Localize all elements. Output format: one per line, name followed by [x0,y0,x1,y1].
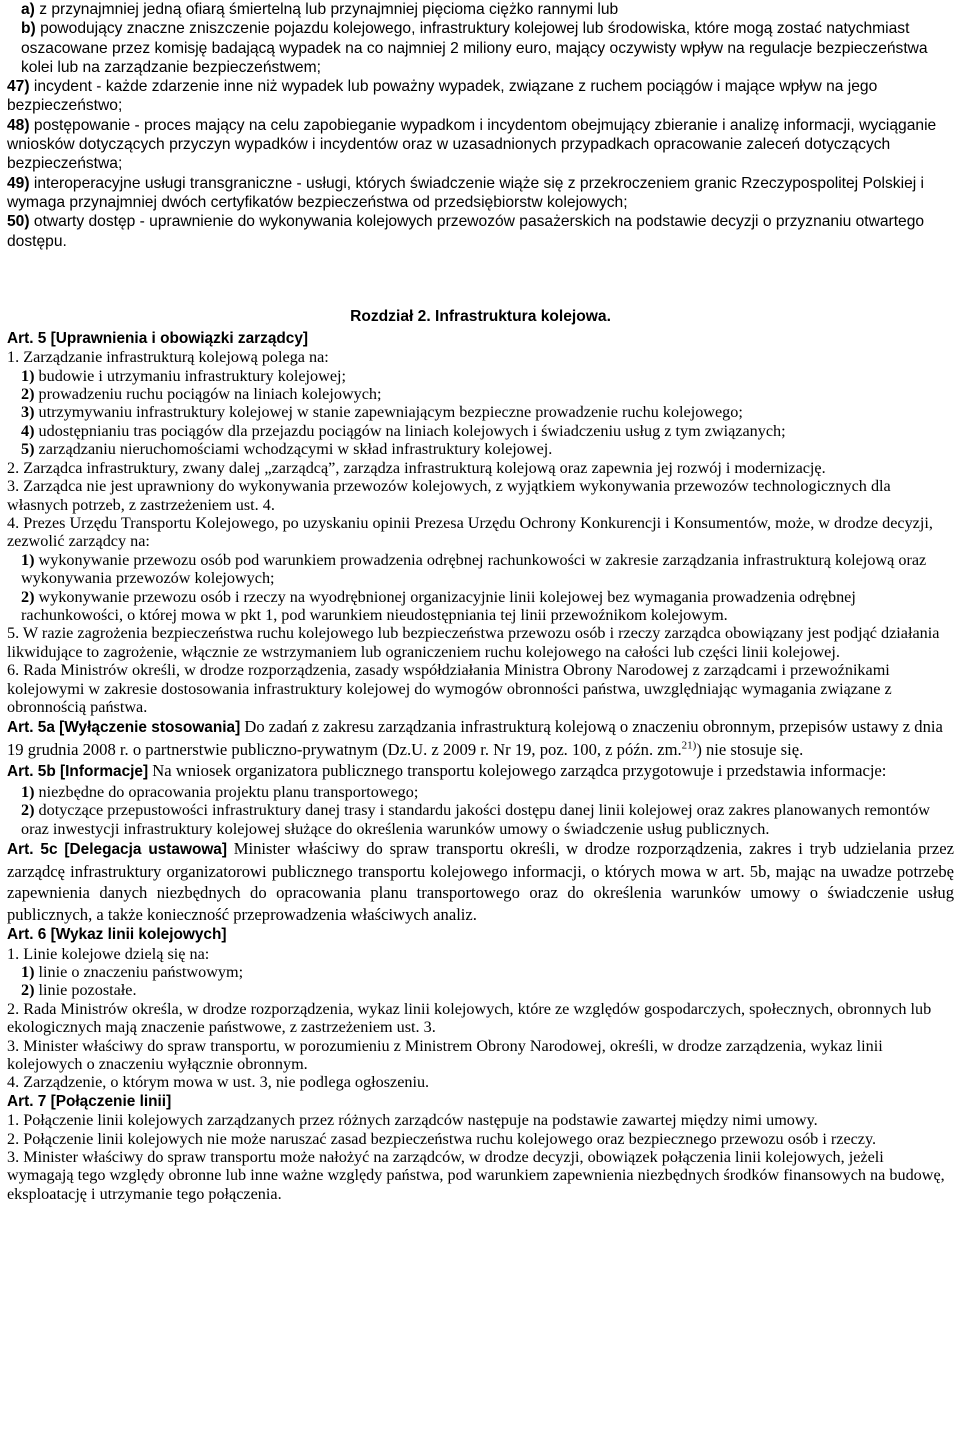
definition-item [7,19,954,77]
article-5b [7,760,954,838]
definition-item [7,0,954,19]
paragraph: 3. Minister właściwy do spraw transportu, w porozumieniu z Ministrem Obrony Narodowej, określi, w drodze zarządzenia, wykaz linii kolejowych o znaczeniu wyłącznie obronnym. [7,1036,883,1073]
article-5 [7,329,954,717]
article-5a [7,716,954,760]
spacer [7,251,954,307]
article-heading: Art. 5b [Informacje] [7,763,149,781]
article-6 [7,925,954,1092]
paragraph: 4. Zarządzenie, o którym mowa w ust. 3, nie podlega ogłoszeniu. [7,1073,430,1092]
definition-item [7,212,954,251]
paragraph: 2. Rada Ministrów określa, w drodze rozporządzenia, wykaz linii kolejowych, które ze względów gospodarczych, społecznych, obronnych lub ekologicznych mają znaczenie państwowe, z zastrzeżeniem ust. 3. [7,999,932,1037]
list-item: 1) niezbędne do opracowania projektu planu transportowego; [21,782,419,801]
paragraph: 2. Połączenie linii kolejowych nie może naruszać zasad bezpieczeństwa ruchu kolejowego oraz bezpiecznego przewozu osób i rzeczy. [7,1129,877,1148]
item-text: otwarty dostęp - uprawnienie do wykonywania kolejowych przewozów pasażerskich na podstawie decyzji o przyznaniu otwartego dostępu. [7,213,925,250]
item-text: interoperacyjne usługi transgraniczne - usługi, których świadczenie wiąże się z przekroczeniem granic Rzeczypospolitej Polskiej i wymaga przynajmniej dwóch certyfikatów bezpieczeństwa od przedsiębiorstw kolejowych; [7,174,924,211]
article-heading: Art. 5 [Uprawnienia i obowiązki zarządcy] [7,329,309,347]
item-text: powodujący znaczne zniszczenie pojazdu kolejowego, infrastruktury kolejowej lub środowiska, które mogą zostać natychmiast oszacowane przez komisję badającą wypadek na co najmniej 2 miliony euro, mający oczywisty wpływ na regulacje bezpieczeństwa kolei lub na zarządzanie bezpieczeństwem; [21,20,928,76]
paragraph: 5. W razie zagrożenia bezpieczeństwa ruchu kolejowego lub bezpieczeństwa przewozu osób i rzeczy zarządca obowiązany jest podjąć działania likwidujące to zagrożenie, włącznie ze wstrzymaniem lub ograniczeniem ruchu kolejowego na całości lub części linii kolejowej. [7,624,940,661]
item-number: 49) [7,174,30,192]
paragraph: 3. Minister właściwy do spraw transportu może nałożyć na zarządców, w drodze decyzji, obowiązek połączenia linii kolejowych, jeżeli wymagają tego względy obronne lub inne ważne względy państwa, pod warunkiem zapewnienia niezbędnych środków finansowych na budowę, eksploatację i utrzymanie tego połączenia. [7,1147,945,1203]
article-5c [7,838,954,925]
list-item: 2) wykonywanie przewozu osób i rzeczy na wyodrębnionej organizacyjnie linii kolejowej bez wymagania prowadzenia odrębnej rachunkowości, o której mowa w pkt 1, pod warunkiem nieudostępniania tej linii przewoźnikom kolejowym. [21,587,856,624]
chapter-title: Rozdział 2. Infrastruktura kolejowa. [350,307,611,325]
paragraph: 3. Zarządca nie jest uprawniony do wykonywania przewozów kolejowych, z wyjątkiem wykonywania przewozów technologicznych dla własnych potrzeb, z zastrzeżeniem ust. 4. [7,477,891,514]
list-item: 1) wykonywanie przewozu osób pod warunkiem prowadzenia odrębnej rachunkowości w zakresie zarządzania infrastrukturą kolejową oraz wykonywania przewozów kolejowych; [21,550,927,588]
item-number: 50) [7,213,30,231]
item-text: z przynajmniej jedną ofiarą śmiertelną lub przynajmniej pięcioma ciężko rannymi lub [39,1,619,18]
item-number: b) [21,20,36,38]
paragraph: 6. Rada Ministrów określi, w drodze rozporządzenia, zasady współdziałania Ministra Obrony Narodowej z zarządcami i przewoźnikami kolejowymi w zakresie dostosowania infrastruktury kolejowej do wymogów obronności państwa, uwzględniając wymagania związane z obronnością państwa. [7,661,892,716]
article-7 [7,1092,954,1203]
paragraph: Na wniosek organizatora publicznego transportu kolejowego zarządca przygotowuje i przedstawia informacje: [148,761,887,781]
paragraph: 2. Zarządca infrastruktury, zwany dalej „zarządcą”, zarządza infrastrukturą kolejową oraz zapewnia jej rozwój i modernizację. [7,458,826,477]
article-heading: Art. 5a [Wyłączenie stosowania] [7,719,241,737]
item-number: 48) [7,116,30,134]
list-item: 4) udostępnianiu tras pociągów dla przejazdu pociągów na liniach kolejowych i świadczeniu usług z tym związanych; [21,421,786,440]
paragraph-end: ) nie stosuje się. [696,739,804,759]
footnote-ref: 21) [681,739,697,752]
article-heading: Art. 5c [Delegacja ustawowa] [7,841,227,859]
item-number: 47) [7,78,30,96]
paragraph: Minister właściwy do spraw transportu określi, w drodze rozporządzenia, zakres i tryb udzielania przez zarządcę infrastruktury organizatorowi publicznego transportu kolejowego informacji, o których mowa w art. 5b, mając na uwadze potrzebę zapewnienia danych niezbędnych do opracowania planu transportowego oraz do określenia warunków umowy o świadczenie usług publicznych, a także konieczność przeprowadzenia właściwych analiz. [7,839,954,924]
definition-item [7,77,954,116]
list-item: 3) utrzymywaniu infrastruktury kolejowej w stanie zapewniającym bezpieczne prowadzenie ruchu kolejowego; [21,403,743,422]
paragraph: 1. Linie kolejowe dzielą się na: [7,944,210,963]
list-item: 5) zarządzaniu nieruchomościami wchodzącymi w skład infrastruktury kolejowej. [21,440,553,459]
paragraph: 4. Prezes Urzędu Transportu Kolejowego, po uzyskaniu opinii Prezesa Urzędu Ochrony Konkurencji i Konsumentów, może, w drodze decyzji, zezwolić zarządcy na: [7,513,933,551]
list-item: 1) budowie i utrzymaniu infrastruktury kolejowej; [21,366,347,385]
item-number: a) [21,1,35,18]
definitions-section [7,0,954,251]
paragraph: Do zadań z zakresu zarządzania infrastrukturą kolejową o znaczeniu obronnym, przepisów ustawy z dnia 19 grudnia 2008 r. o partnerstwie publiczno-prywatnym (Dz.U. z 2009 r. Nr 19, poz. 100, z późn. zm. [7,717,943,759]
definition-item [7,174,954,213]
item-text: postępowanie - proces mający na celu zapobieganie wypadkom i incydentom obejmujący zbieranie i analizę informacji, wyciąganie wniosków dotyczących przyczyn wypadków i incydentów oraz w uzasadnionych przypadkach opracowanie zaleceń dotyczących bezpieczeństwa; [7,116,937,173]
paragraph: 1. Połączenie linii kolejowych zarządzanych przez różnych zarządców następuje na podstawie zawartej między nimi umowy. [7,1111,818,1130]
list-item: 1) linie o znaczeniu państwowym; [21,962,244,981]
item-text: incydent - każde zdarzenie inne niż wypadek lub poważny wypadek, związane z ruchem pociągów i mające wpływ na jego bezpieczeństwo; [7,78,878,115]
list-item: 2) dotyczące przepustowości infrastruktury danej trasy i standardu jakości dostępu danej linii kolejowej oraz zakres planowanych remontów oraz inwestycji infrastruktury kolejowej służące do określenia warunków umowy o świadczenie usług publicznych. [21,801,930,838]
article-heading: Art. 7 [Połączenie linii] [7,1092,172,1110]
list-item: 2) linie pozostałe. [21,981,137,1000]
paragraph: 1. Zarządzanie infrastrukturą kolejową polega na: [7,348,329,367]
definition-item [7,116,954,174]
list-item: 2) prowadzeniu ruchu pociągów na liniach kolejowych; [21,385,382,404]
article-heading: Art. 6 [Wykaz linii kolejowych] [7,926,227,944]
